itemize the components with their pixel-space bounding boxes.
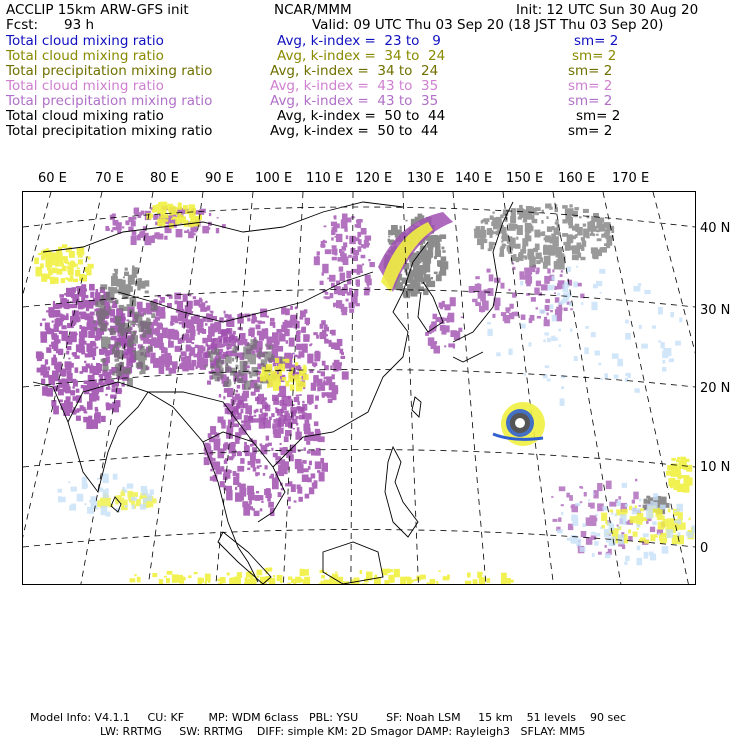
longitude-label: 110 E (306, 171, 344, 186)
fcst-label: Fcst: (6, 17, 39, 33)
longitude-line (603, 192, 688, 584)
cloud-yellow-west (34, 244, 94, 284)
valid-time: Valid: 09 UTC Thu 03 Sep 20 (18 JST Thu 03 Sep 20) (312, 17, 664, 33)
coastline (218, 532, 271, 584)
legend-smoothing: sm= 2 (572, 48, 617, 64)
legend-field-name: Total precipitation mixing ratio (6, 63, 213, 79)
fcst-value: 93 h (64, 17, 95, 33)
legend-avg-range: Avg, k-index = 23 to 9 (277, 33, 441, 49)
latitude-label: 30 N (700, 303, 731, 318)
longitude-label: 150 E (506, 171, 544, 186)
legend-avg-range: Avg, k-index = 34 to 24 (277, 48, 446, 64)
coastline (43, 202, 403, 252)
cloud-yellow-east (666, 457, 692, 493)
longitude-label: 80 E (150, 171, 179, 186)
legend-avg-range: Avg, k-index = 43 to 35 (270, 78, 439, 94)
model-info-line1: Model Info: V4.1.1 CU: KF MP: WDM 6class PBL: YSU SF: Noah LSM 15 km 51 levels 90 sec (30, 711, 627, 724)
longitude-label: 140 E (455, 171, 493, 186)
precip-northeast (314, 214, 375, 316)
longitude-label: 100 E (255, 171, 293, 186)
latitude-label: 20 N (700, 381, 731, 396)
legend-field-name: Total cloud mixing ratio (6, 108, 164, 124)
longitude-label: 170 E (612, 171, 650, 186)
legend-field-name: Total cloud mixing ratio (6, 33, 164, 49)
legend-avg-range: Avg, k-index = 50 to 44 (270, 123, 439, 139)
model-info-line2: LW: RRTMG SW: RRTMG DIFF: simple KM: 2D Smagor DAMP: Rayleigh3 SFLAY: MM5 (100, 725, 586, 738)
longitude-label: 130 E (407, 171, 445, 186)
coastline (385, 447, 418, 537)
legend-avg-range: Avg, k-index = 34 to 24 (270, 63, 439, 79)
legend-smoothing: sm= 2 (568, 93, 613, 109)
cloud-yellow-equator (130, 568, 514, 585)
legend-smoothing: sm= 2 (574, 33, 619, 49)
legend-avg-range: Avg, k-index = 43 to 35 (270, 93, 439, 109)
longitude-label: 160 E (558, 171, 596, 186)
legend-smoothing: sm= 2 (568, 78, 613, 94)
legend-field-name: Total cloud mixing ratio (6, 48, 164, 64)
coastline (453, 352, 483, 362)
latitude-label: 40 N (700, 221, 731, 236)
cloud-shading-layer (34, 202, 695, 584)
typhoon-feature (493, 402, 545, 446)
longitude-label: 90 E (205, 171, 234, 186)
typhoon-eye (515, 418, 525, 428)
legend-smoothing: sm= 2 (576, 108, 621, 124)
legend-smoothing: sm= 2 (568, 123, 613, 139)
cloud-lightblue-indian (58, 474, 154, 517)
legend-field-name: Total precipitation mixing ratio (6, 93, 213, 109)
org-label: NCAR/MMM (274, 2, 352, 18)
longitude-line (148, 192, 203, 584)
legend-field-name: Total precipitation mixing ratio (6, 123, 213, 139)
latitude-label: 0 (700, 541, 709, 556)
coastline (412, 397, 421, 417)
latitude-line (23, 450, 695, 468)
legend-field-name: Total cloud mixing ratio (6, 78, 164, 94)
legend-smoothing: sm= 2 (568, 63, 613, 79)
longitude-label: 120 E (355, 171, 393, 186)
latitude-label: 10 N (700, 460, 731, 475)
longitude-label: 70 E (95, 171, 124, 186)
longitude-line (453, 192, 486, 584)
cloud-lightblue-pacific (487, 266, 682, 406)
map-panel (22, 191, 696, 585)
map-canvas (23, 192, 695, 584)
longitude-label: 60 E (38, 171, 67, 186)
precip-japan (425, 297, 463, 353)
model-title: ACCLIP 15km ARW-GFS init (6, 2, 189, 18)
init-time: Init: 12 UTC Sun 30 Aug 20 (516, 2, 699, 18)
legend-avg-range: Avg, k-index = 50 to 44 (277, 108, 446, 124)
